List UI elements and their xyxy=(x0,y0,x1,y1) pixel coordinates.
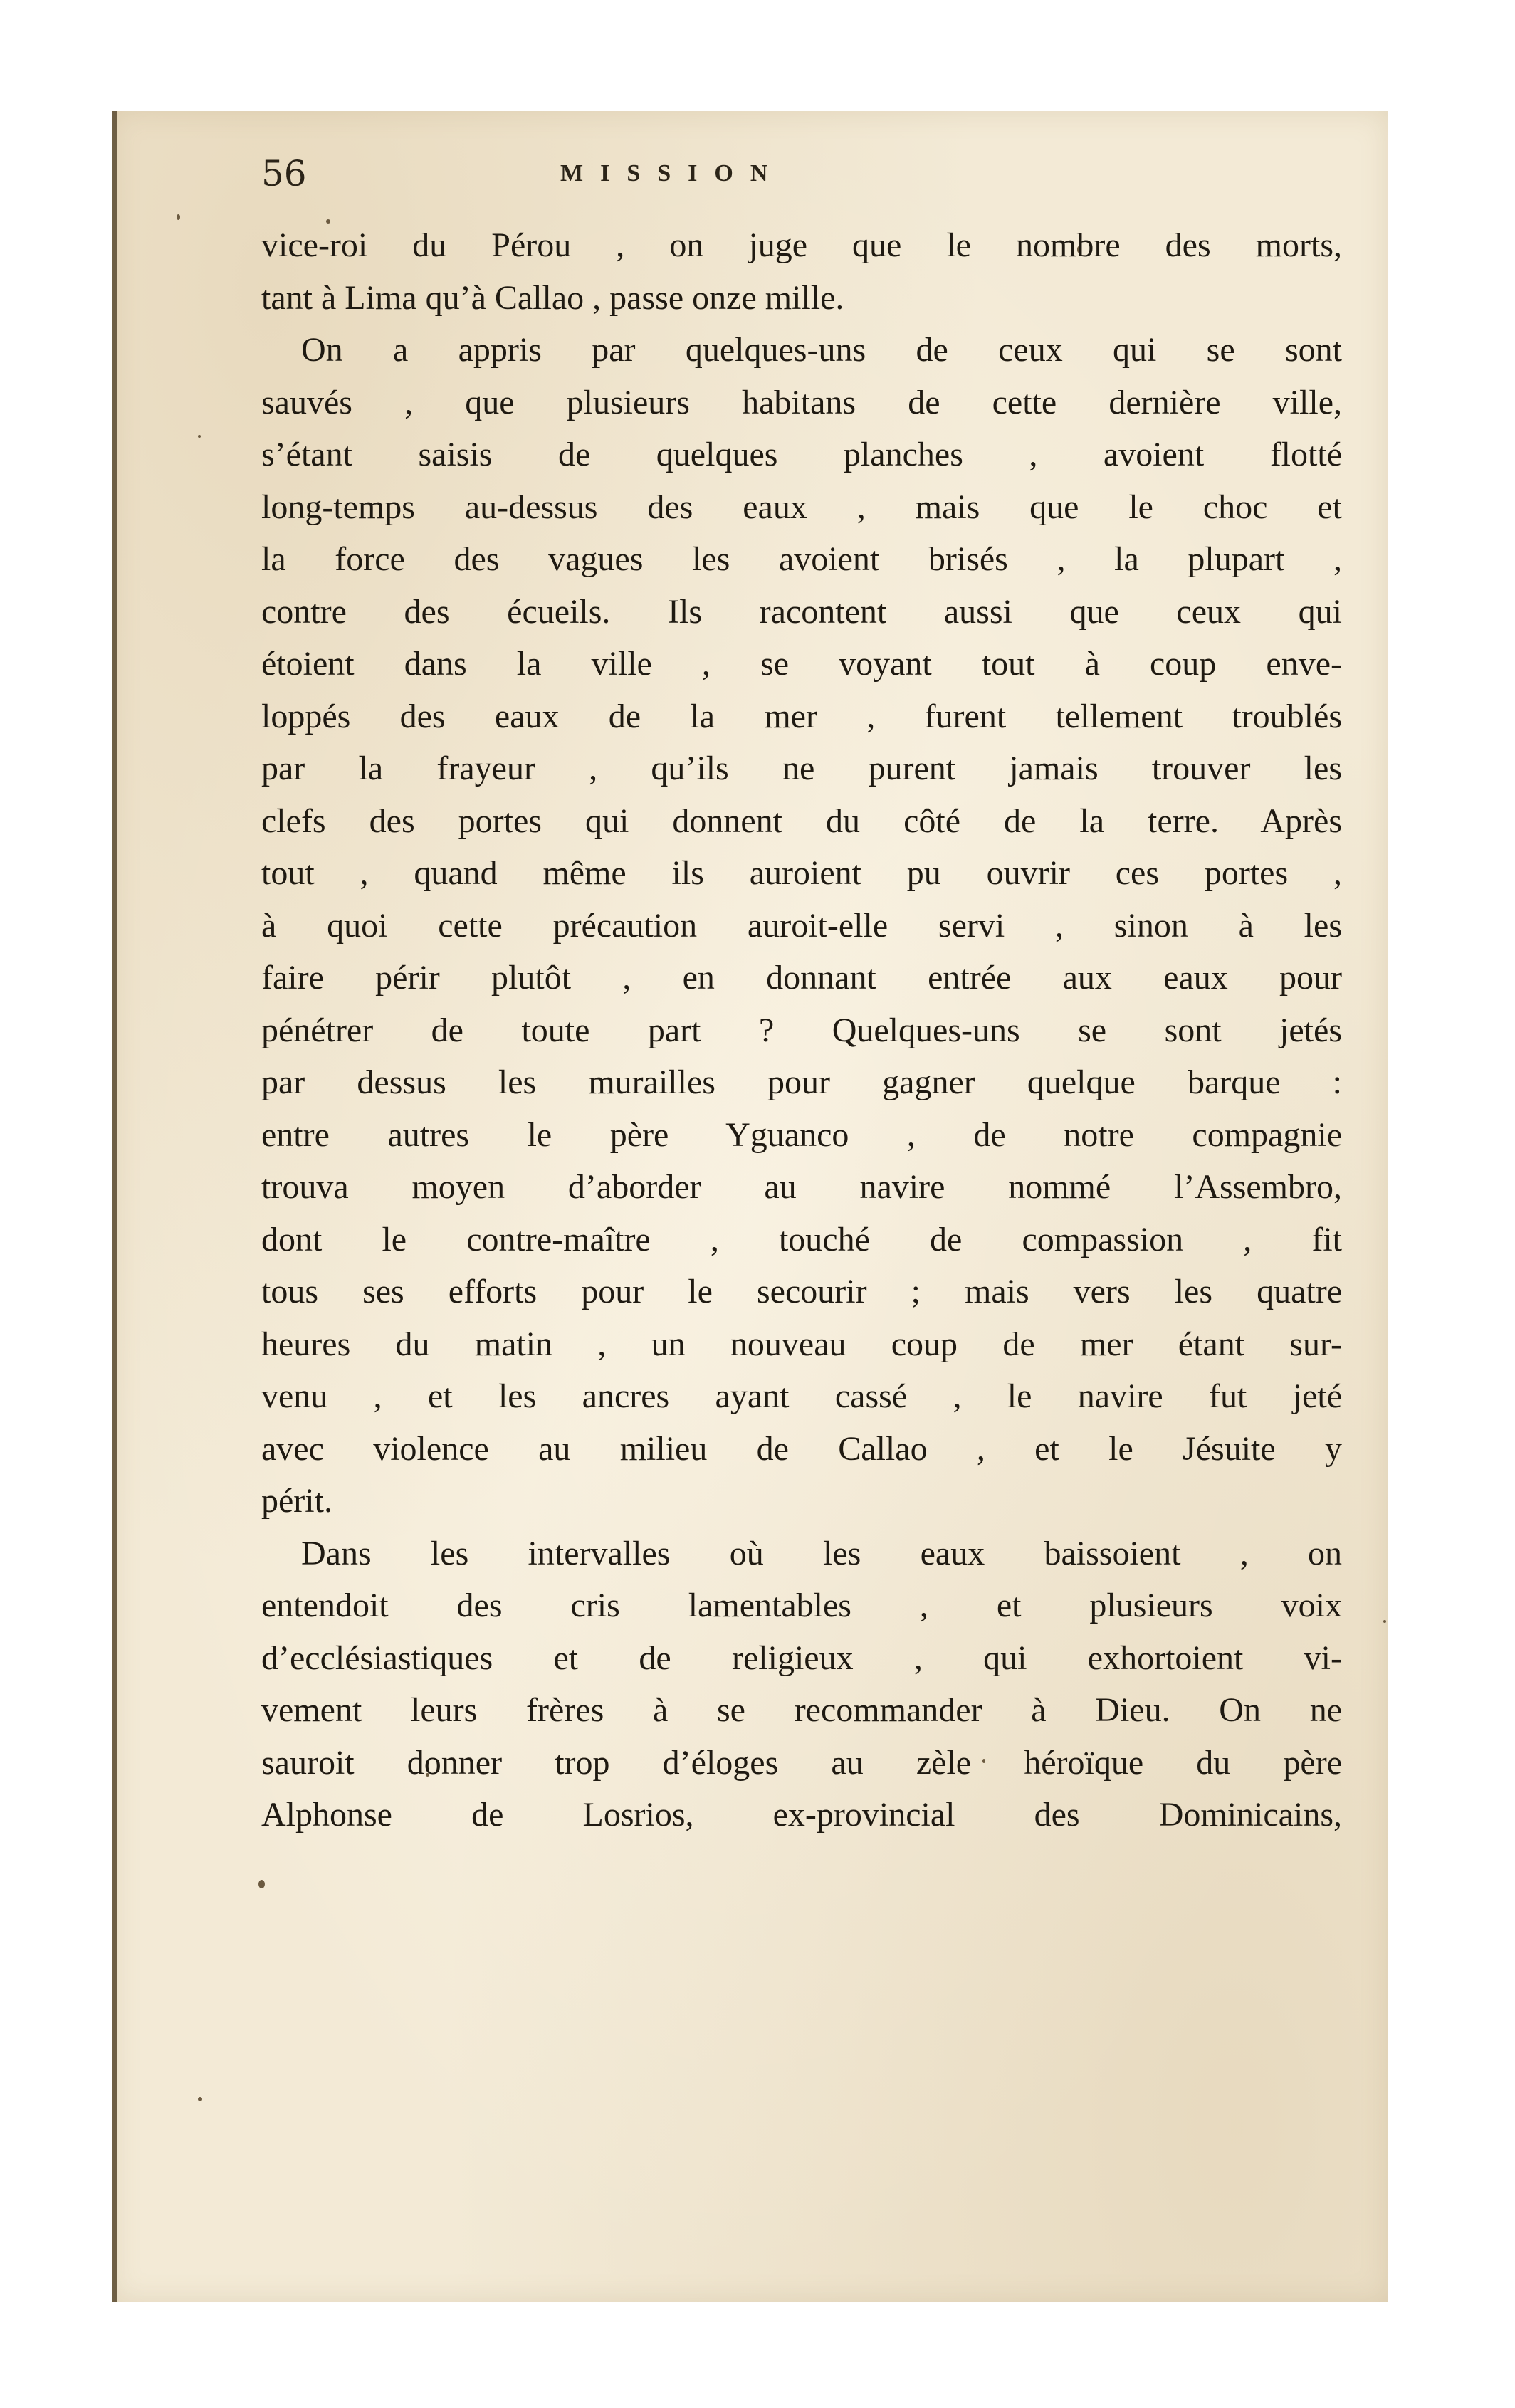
text-line: heures du matin , un nouveau coup de mer étant sur- xyxy=(261,1325,1342,1363)
text-line: à quoi cette précaution auroit-elle servi , sinon à les xyxy=(261,906,1342,945)
text-line: Alphonse de Losrios, ex-provincial des Dominicains, xyxy=(261,1796,1342,1834)
text-line: la force des vagues les avoient brisés , la plupart , xyxy=(261,540,1342,578)
text-line: tout , quand même ils auroient pu ouvrir ces portes , xyxy=(261,854,1342,892)
text-line: tous ses efforts pour le secourir ; mais vers les quatre xyxy=(261,1273,1342,1310)
text-line: par la frayeur , qu’ils ne purent jamais trouver les xyxy=(261,750,1342,787)
text-line: sauvés , que plusieurs habitans de cette dernière ville, xyxy=(261,383,1342,421)
text-line: faire périr plutôt , en donnant entrée aux eaux pour xyxy=(261,959,1342,997)
text-line: d’ecclésiastiques et de religieux , qui exhortoient vi- xyxy=(261,1639,1342,1677)
page-gutter-edge xyxy=(112,111,117,2302)
text-line: sauroit donner trop d’éloges au zèle héroïque du père xyxy=(261,1743,1342,1782)
text-line: trouva moyen d’aborder au navire nommé l’Assembro, xyxy=(261,1168,1342,1206)
text-line: venu , et les ancres ayant cassé , le navire fut jeté xyxy=(261,1377,1342,1415)
text-line: vement leurs frères à se recommander à Dieu. On ne xyxy=(261,1691,1342,1729)
text-line: périt. xyxy=(261,1482,332,1520)
text-line: clefs des portes qui donnent du côté de la terre. Après xyxy=(261,801,1342,840)
text-line: loppés des eaux de la mer , furent tellement troublés xyxy=(261,697,1342,735)
text-line: tant à Lima qu’à Callao , passe onze mille. xyxy=(261,278,844,317)
text-line: entre autres le père Yguanco , de notre compagnie xyxy=(261,1115,1342,1154)
text-line: entendoit des cris lamentables , et plusieurs voix xyxy=(261,1587,1342,1624)
running-head: MISSION xyxy=(560,160,785,186)
text-line: pénétrer de toute part ? Quelques-uns se sont jetés xyxy=(261,1011,1342,1049)
page-header xyxy=(261,153,1023,203)
text-line: avec violence au milieu de Callao , et le Jésuite y xyxy=(261,1429,1342,1468)
text-line: par dessus les murailles pour gagner quelque barque : xyxy=(261,1063,1342,1101)
text-line: dont le contre-maître , touché de compassion , fit xyxy=(261,1220,1342,1258)
page-number: 56 xyxy=(261,153,307,194)
text-line: On a appris par quelques-uns de ceux qui se sont xyxy=(301,331,1342,369)
text-line: contre des écueils. Ils racontent aussi que ceux qui xyxy=(261,592,1342,631)
text-line: long-temps au-dessus des eaux , mais que le choc et xyxy=(261,488,1342,526)
text-line: vice-roi du Pérou , on juge que le nombre des morts, xyxy=(261,226,1342,264)
body-text xyxy=(261,219,1342,1841)
text-line: Dans les intervalles où les eaux baissoient , on xyxy=(301,1534,1342,1572)
text-line: étoient dans la ville , se voyant tout à coup enve- xyxy=(261,645,1342,683)
text-line: s’étant saisis de quelques planches , avoient flotté xyxy=(261,436,1342,473)
